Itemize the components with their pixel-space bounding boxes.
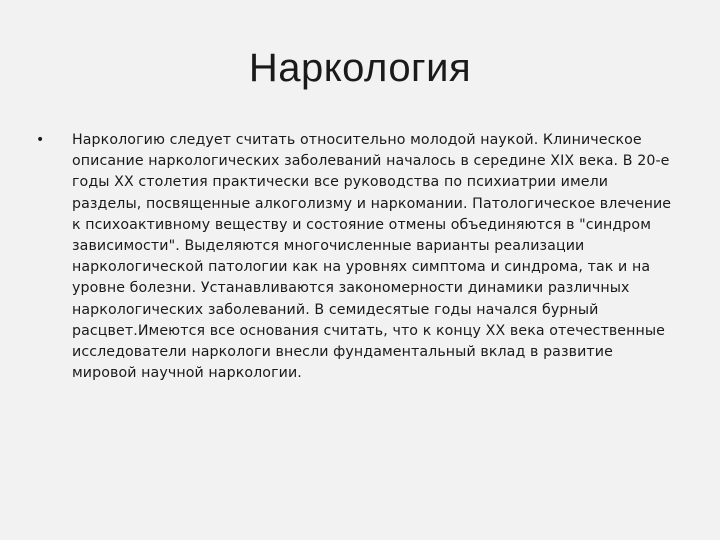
bullet-item — [36, 130, 676, 384]
slide-title: Наркология — [248, 46, 472, 90]
bullet-text: Наркологию следует считать относительно молодой наукой. Клиническое описание наркологических заболеваний началось в середине XIX века. В 20-е годы XX столетия практически все руководства по психиатрии имели разделы, посвященные алкоголизму и наркомании. Патологическое влечение к психоактивному веществу и состояние отмены объединяются в "синдром зависимости". Выделяются многочисленные варианты реализации наркологической патологии как на уровнях симптома и синдрома, так и на уровне болезни. Устанавливаются закономерности динамики различных наркологических заболеваний. В семидесятые годы начался бурный расцвет.Имеются все основания считать, что к концу XX века отечественные исследователи наркологи внесли фундаментальный вклад в развитие мировой научной наркологии. — [72, 132, 672, 382]
bullet-icon: • — [36, 132, 45, 148]
slide-body — [36, 130, 676, 384]
